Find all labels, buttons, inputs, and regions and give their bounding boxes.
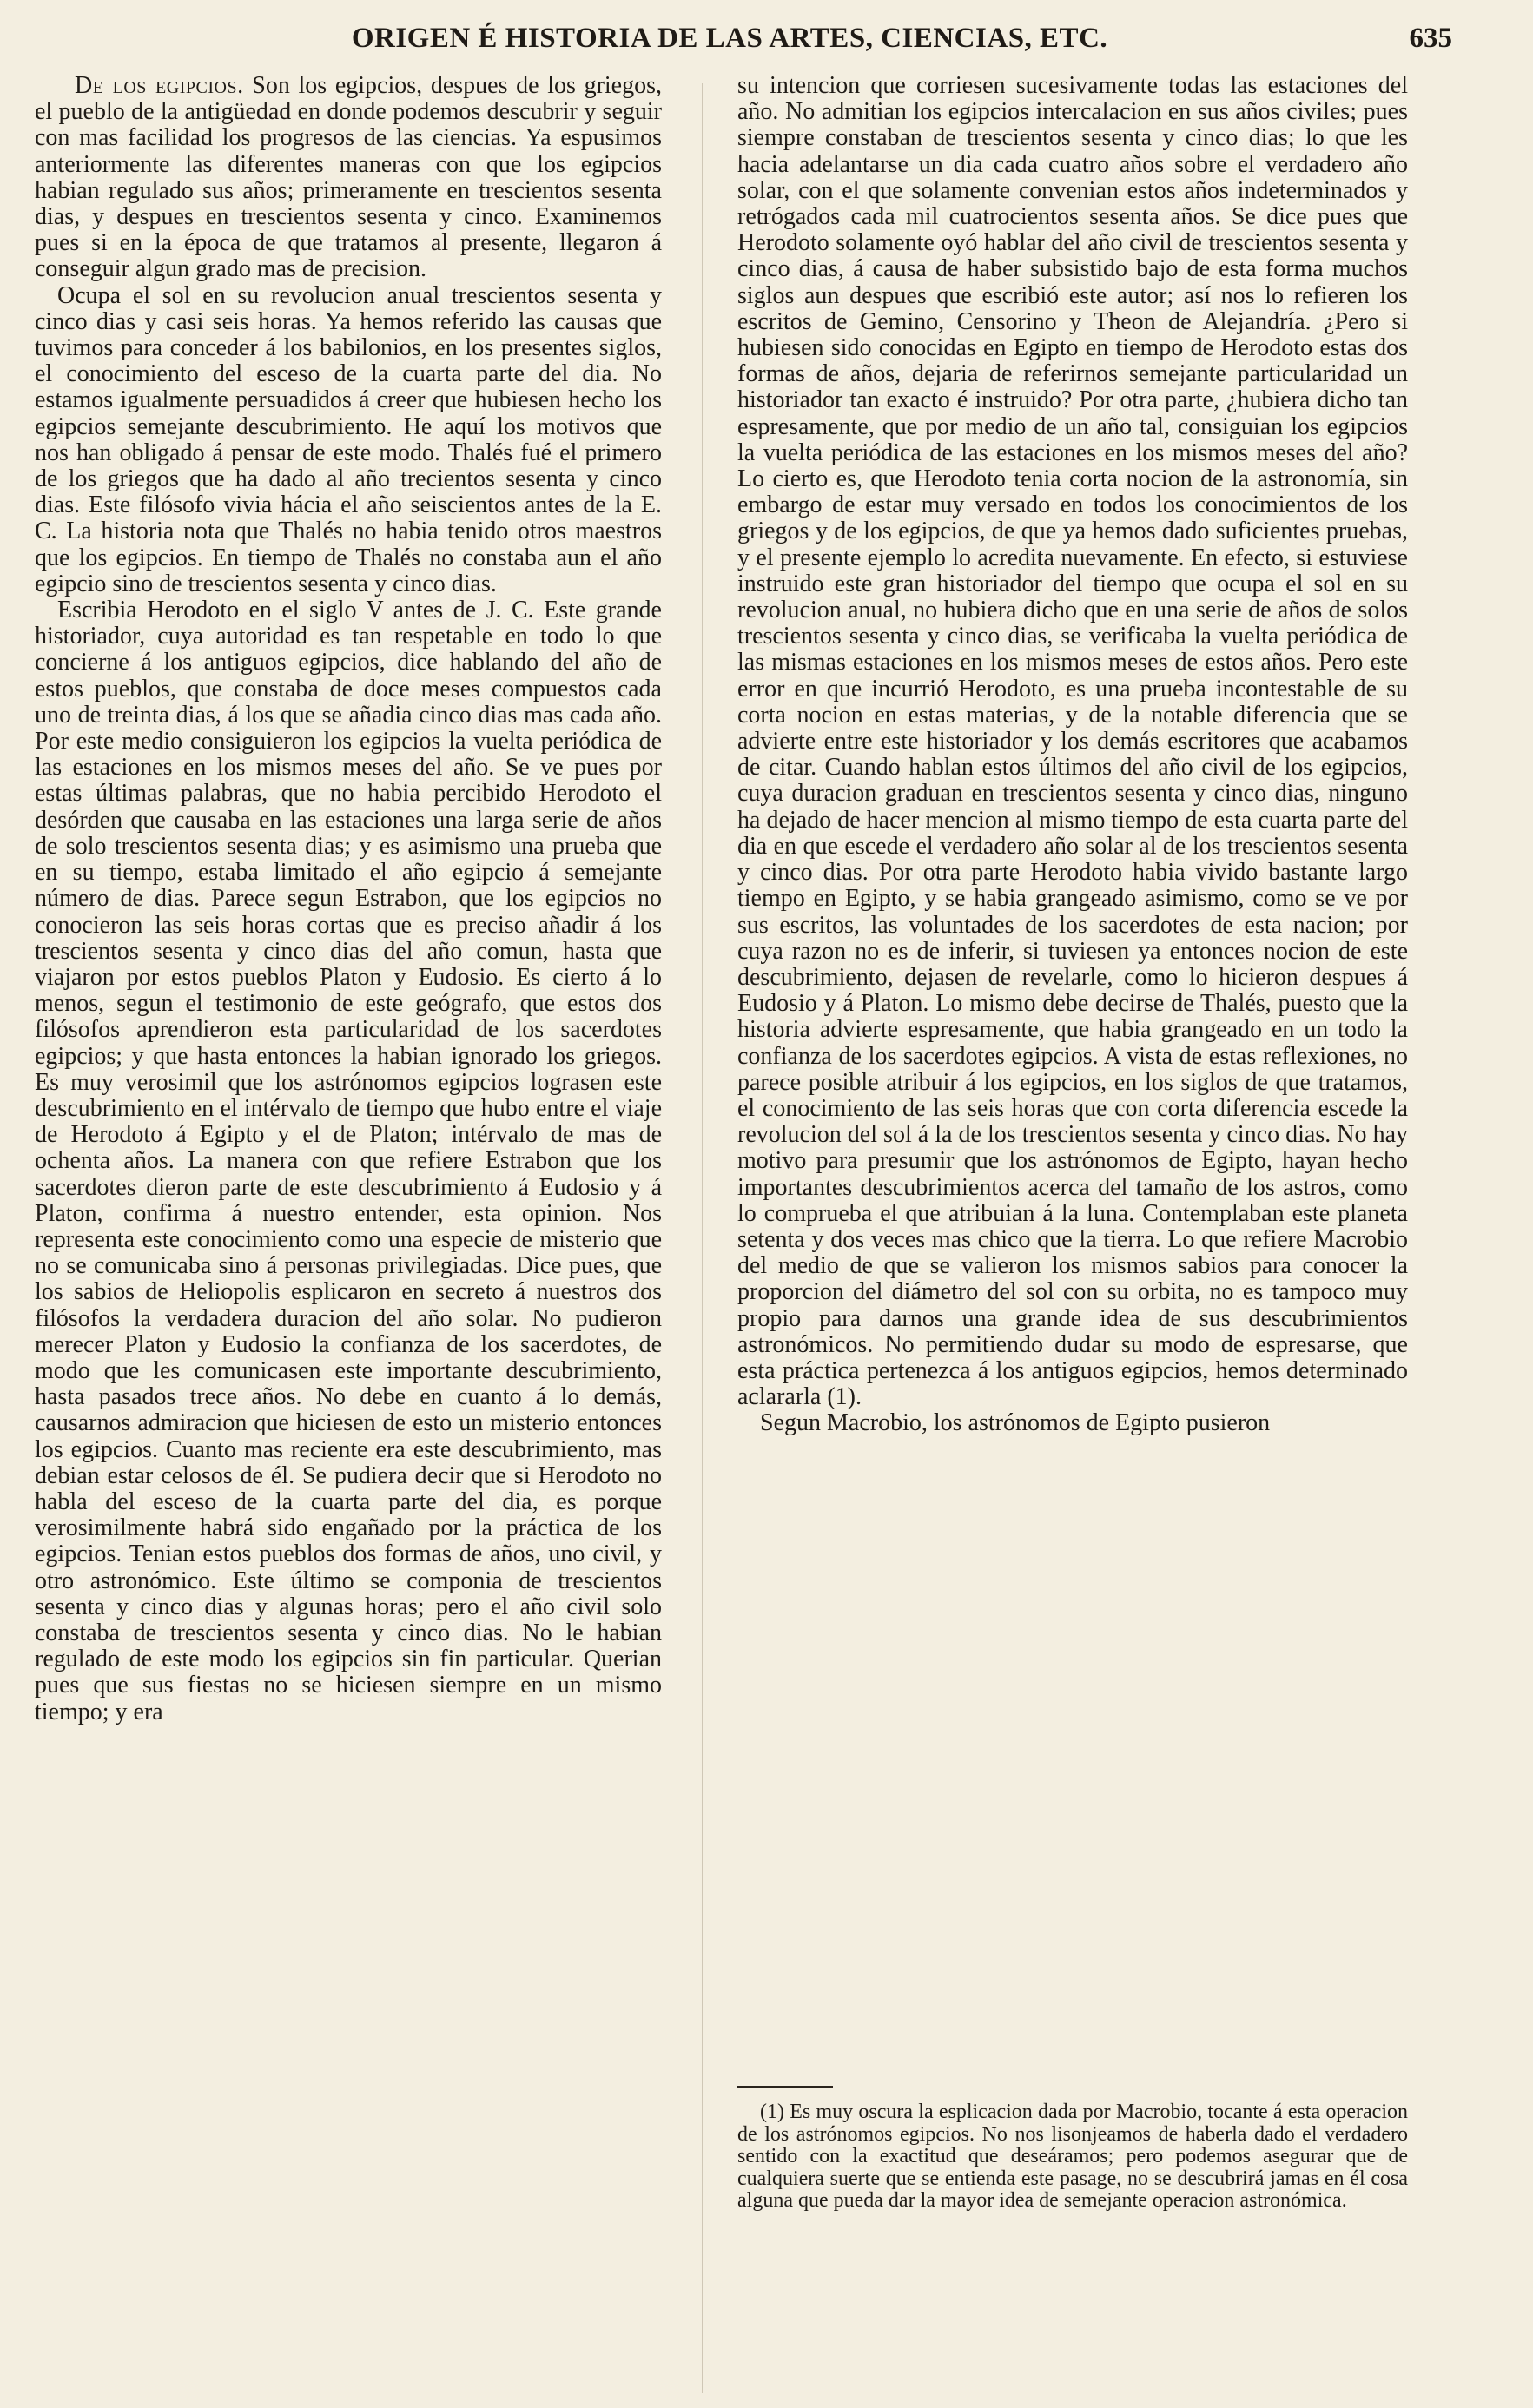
paragraph: Escribia Herodoto en el siglo V antes de J. C. Este grande historiador, cuya autoridad es tan respetable en todo lo que concierne á los antiguos egipcios, dice hablando del año de estos pueblos, que constaba de doce meses compuestos cada uno de treinta dias, á los que se añadia cinco dias mas cada año. Por este medio consiguieron los egipcios la vuelta periódica de las estaciones en los mismos meses del año. Se ve pues por estas últimas palabras, que no habia percibido Herodoto el desórden que causaba en las estaciones una larga serie de años de solo trescientos sesenta dias; y es asimismo una prueba que en su tiempo, estaba limitado el año egipcio á semejante número de dias. Parece segun Estrabon, que los egipcios no conocieron las seis horas cortas que es preciso añadir á los trescientos sesenta y cinco dias del año comun, hasta que viajaron por estos pueblos Platon y Eudosio. Es cierto á lo menos, segun el testimonio de este geógrafo, que estos dos filósofos aprendieron esta particularidad de los sacerdotes egipcios; y que hasta entonces la habian ignorado los griegos. Es muy verosimil que los astrónomos egipcios lograsen este descubrimiento en el intérvalo de tiempo que hubo entre el viaje de Herodoto á Egipto y el de Platon; intérvalo de mas de ochenta años. La manera con que refiere Estrabon que los sacerdotes dieron parte de este descubrimiento á Eudosio y á Platon, confirma á nuestro entender, esta opinion. Nos representa este conocimiento como una especie de misterio que no se comunicaba sino á personas privilegiadas. Dice pues, que los sabios de Heliopolis esplicaron en secreto á nuestros dos filósofos la verdadera duracion del año solar. No pudieron merecer Platon y Eudosio la confianza de los sacerdotes, de modo que les comunicasen este importante descubrimiento, hasta pasados trece años. No debe en cuanto á lo demás, causarnos admiracion que hiciesen de esto un misterio entonces los egipcios. Cuanto mas reciente era este descubrimiento, mas debian estar celosos de él. Se pudiera decir que si Herodoto no habla del esceso de la cuarta parte del dia, es porque verosimilmente habrá sido engañado por la práctica de los egipcios. Tenian estos pueblos dos formas de años, uno civil, y otro astronómico. Este último se componia de trescientos sesenta y cinco dias y algunas horas; pero el año civil solo constaba de trescientos sesenta y cinco dias. No le habian regulado de este modo los egipcios sin fin particular. Querian pues que sus fiestas no se hiciesen siempre en un mismo tiempo; y era	[35, 597, 662, 1725]
running-title: ORIGEN É HISTORIA DE LAS ARTES, CIENCIAS, ETC.	[351, 23, 1108, 54]
paragraph: su intencion que corriesen sucesivamente todas las estaciones del año. No admitian los egipcios intercalacion en sus años civiles; pues siempre constaban de trescientos sesenta y cinco dias; lo que les hacia adelantarse un dia cada cuatro años sobre el verdadero año solar, con el que solamente convenian estos años indeterminados y retrógados cada mil cuatrocientos sesenta años. Se dice pues que Herodoto solamente oyó hablar del año civil de trescientos sesenta y cinco dias, á causa de haber subsistido bajo de esta forma muchos siglos aun despues que escribió este autor; así nos lo refieren los escritos de Gemino, Censorino y Theon de Alejandría. ¿Pero si hubiesen sido conocidas en Egipto en tiempo de Herodoto estas dos formas de años, dejaria de referirnos semejante particularidad un historiador tan exacto é instruido? Por otra parte, ¿hubiera dicho tan espresamente, que por medio de un año tal, consiguian los egipcios la vuelta periódica de las estaciones en los mismos meses del año? Lo cierto es, que Herodoto tenia corta nocion de la astronomía, sin embargo de estar muy versado en todos los conocimientos de los griegos y de los egipcios, de que ya hemos dado suficientes pruebas, y el presente ejemplo lo acredita nuevamente. En efecto, si estuviese instruido este gran historiador del tiempo que ocupa el sol en su revolucion anual, no hubiera dicho que en una serie de años de solos trescientos sesenta y cinco dias, se verificaba la vuelta periódica de las mismas estaciones en los mismos meses de estos años. Pero este error en que incurrió Herodoto, es una prueba incontestable de su corta nocion en estas materias, y de la notable diferencia que se advierte entre este historiador y los demás escritores que acabamos de citar. Cuando hablan estos últimos del año civil de los egipcios, cuya duracion graduan en trescientos sesenta y cinco dias, ninguno ha dejado de hacer mencion al mismo tiempo de esta cuarta parte del dia en que escede el verdadero año solar al de los trescientos sesenta y cinco dias. Por otra parte Herodoto habia vivido bastante largo tiempo en Egipto, y se habia grangeado asimismo, como se ve por sus escritos, las voluntades de los sacerdotes de esta nacion; por cuya razon no es de inferir, si tuviesen ya entonces nocion de este descubrimiento, dejasen de revelarle, como lo hicieron despues á Eudosio y á Platon. Lo mismo debe decirse de Thalés, puesto que la historia advierte espresamente, que habia grangeado en un todo la confianza de los sacerdotes egipcios. A vista de estas reflexiones, no parece posible atribuir á los egipcios, en los siglos de que tratamos, el conocimiento de las seis horas que con corta diferencia escede la revolucion del sol á la de los trescientos sesenta y cinco dias. No hay motivo para presumir que los astrónomos de Egipto, hayan hecho importantes descubrimientos acerca del tamaño de los astros, como lo comprueba el que atribuian á la luna. Contemplaban este planeta setenta y dos veces mas chico que la tierra. Lo que refiere Macrobio del medio de que se valieron los mismos sabios para conocer la proporcion del diámetro del sol con su orbita, no es tampoco muy propio para darnos una grande idea de sus descubrimientos astronómicos. No permitiendo dudar su modo de espresarse, que esta práctica pertenezca á los antiguos egipcios, hemos determinado aclararla (1).	[737, 72, 1408, 1411]
paragraph: Segun Macrobio, los astrónomos de Egipto pusieron	[760, 1409, 1271, 1437]
paragraph	[35, 73, 662, 283]
footnote	[737, 2101, 1408, 2213]
section-lead: De los egipcios.	[75, 72, 244, 99]
footnote-rule	[737, 2086, 833, 2088]
right-column	[737, 73, 1408, 1437]
column-divider	[702, 83, 703, 2393]
paragraph-text: Son los egipcios, despues de los griegos, el pueblo de la antigüedad en donde podemos descubrir y seguir con mas facilidad los progresos de las ciencias. Ya espusimos anteriormente las diferentes maneras con que los egipcios habian regulado sus años; primeramente en trescientos sesenta dias, y despues en trescientos sesenta y cinco. Examinemos pues si en la época de que tratamos al presente, llegaron á conseguir algun grado mas de precision.	[35, 72, 662, 283]
footnote-text: (1) Es muy oscura la esplicacion dada por Macrobio, tocante á esta operacion de los astrónomos egipcios. No nos lisonjeamos de haberla dado el verdadero sentido con la exactitud que deseáramos; pero podemos asegurar que de cualquiera suerte que se entienda este pasage, no se descubrirá jamas en él cosa alguna que pueda dar la mayor idea de semejante operacion astronómica.	[737, 2101, 1408, 2213]
left-column	[35, 73, 662, 1725]
paragraph: Ocupa el sol en su revolucion anual trescientos sesenta y cinco dias y casi seis horas. Ya hemos referido las causas que tuvimos para conceder á los babilonios, en los presentes siglos, el conocimiento del esceso de la cuarta parte del dia. No estamos igualmente persuadidos á creer que hubiesen hecho los egipcios semejante descubrimiento. He aquí los motivos que nos han obligado á pensar de este modo. Thalés fué el primero de los griegos que ha dado al año trecientos sesenta y cinco dias. Este filósofo vivia hácia el año seiscientos antes de la E. C. La historia nota que Thalés no habia tenido otros maestros que los egipcios. En tiempo de Thalés no constaba aun el año egipcio sino de trescientos sesenta y cinco dias.	[35, 281, 662, 597]
page-header	[35, 23, 1452, 63]
page-number: 635	[1409, 23, 1452, 54]
